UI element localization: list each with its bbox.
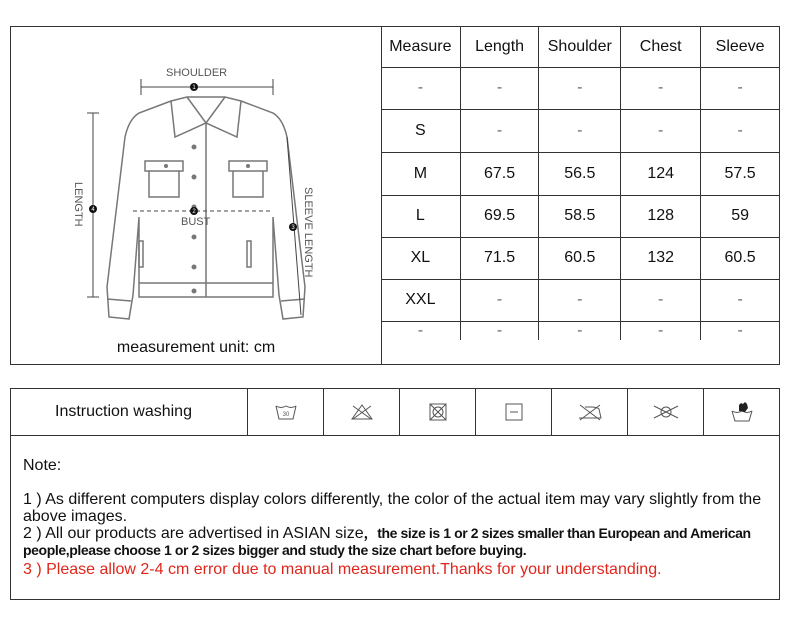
no-tumble-dry-icon [400,389,476,435]
table-cell: - [621,321,701,340]
table-cell: 59 [701,195,779,237]
table-row [381,152,779,195]
washing-row [11,389,779,436]
no-dry-clean-icon [628,389,704,435]
marker-4: 4 [91,207,95,213]
table-cell: 57.5 [701,152,779,195]
note-2-detail: ，the size is 1 or 2 sizes smaller than European and American people,please choose 1 or 2 sizes bigger and study the size chart before buying. [23,525,751,558]
table-cell: - [621,279,701,321]
size-table-header [381,27,779,67]
table-row [381,109,779,152]
table-cell: - [539,109,621,152]
table-cell: - [460,67,539,109]
size-chart [10,26,780,365]
column-header: Shoulder [539,27,621,67]
iron-low-icon [552,389,628,435]
table-cell: 56.5 [539,152,621,195]
sleeve-length-label: SLEEVE LENGTH [302,187,314,278]
column-header: Measure [381,27,460,67]
marker-2: 2 [192,209,196,215]
table-cell: - [539,279,621,321]
no-bleach-icon [324,389,400,435]
table-row [381,237,779,279]
table-cell: S [381,109,460,152]
table-cell: 67.5 [460,152,539,195]
table-row [381,279,779,321]
note-3: 3 ) Please allow 2-4 cm error due to manual measurement.Thanks for your understanding. [23,561,662,578]
table-cell: - [621,109,701,152]
note-2: 2 ) All our products are advertised in ASIAN size [23,525,364,542]
table-cell: 128 [621,195,701,237]
table-cell: - [701,321,779,340]
table-cell: - [460,279,539,321]
table-cell: 71.5 [460,237,539,279]
svg-text:30: 30 [282,412,289,418]
dry-flat-icon [476,389,552,435]
washing-instructions [10,388,780,600]
column-header: Length [460,27,539,67]
table-cell: L [381,195,460,237]
notes-title: Note: [23,457,62,474]
length-label: LENGTH [72,182,84,227]
notes [23,457,773,578]
table-cell: - [539,321,621,340]
jacket-sketch [11,27,381,337]
table-cell: XXL [381,279,460,321]
table-cell: - [701,279,779,321]
table-cell: - [621,67,701,109]
note-1: 1 ) As different computers display colors differently, the color of the actual item may vary slightly from the above images. [23,491,762,525]
table-cell: - [701,67,779,109]
size-table [381,27,779,340]
table-cell: - [381,321,460,340]
table-cell: - [460,321,539,340]
table-cell: 58.5 [539,195,621,237]
column-header: Chest [621,27,701,67]
table-cell: XL [381,237,460,279]
marker-1: 1 [192,85,196,91]
table-cell: 69.5 [460,195,539,237]
hand-wash-icon [704,389,779,435]
jacket-diagram [11,27,382,364]
marker-3: 3 [291,225,295,231]
table-cell: 132 [621,237,701,279]
table-row [381,321,779,340]
table-row [381,195,779,237]
shoulder-label: SHOULDER [166,67,228,79]
measurement-unit: measurement unit: cm [116,339,276,356]
washing-label: Instruction washing [11,389,248,435]
table-cell: - [381,67,460,109]
wash-30-icon [248,389,324,435]
table-cell: M [381,152,460,195]
table-row [381,67,779,109]
bust-label: BUST [181,216,211,228]
table-cell: 124 [621,152,701,195]
table-cell: 60.5 [539,237,621,279]
table-cell: - [460,109,539,152]
table-cell: - [539,67,621,109]
column-header: Sleeve [701,27,779,67]
table-cell: - [701,109,779,152]
table-cell: 60.5 [701,237,779,279]
